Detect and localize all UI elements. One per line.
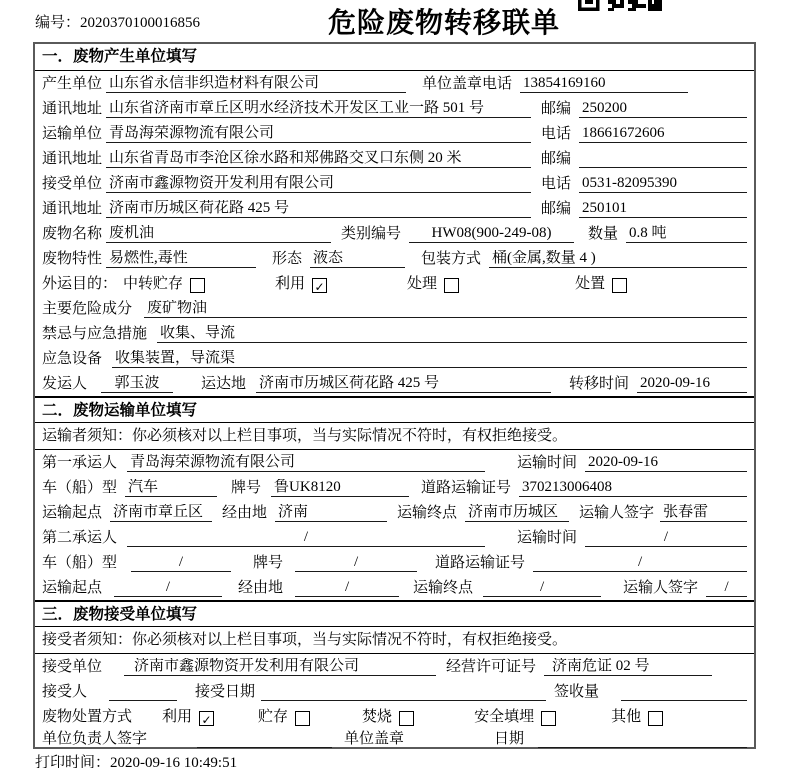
date-label: 日期 bbox=[494, 731, 525, 747]
print-time-value: 2020-09-16 10:49:51 bbox=[110, 755, 238, 768]
hazard-row bbox=[35, 296, 754, 321]
plate-value: / bbox=[295, 554, 417, 572]
zip-value: 250101 bbox=[579, 200, 747, 218]
transporter-label: 运输单位 bbox=[42, 126, 103, 142]
vehicle-row-1 bbox=[35, 475, 754, 500]
serial-label: 编号： bbox=[35, 15, 81, 31]
zip-label: 邮编 bbox=[540, 101, 571, 117]
receiver-value: 济南市鑫源物资开发利用有限公司 bbox=[106, 175, 531, 193]
qty-label: 数量 bbox=[588, 226, 619, 242]
route-row-1 bbox=[35, 500, 754, 525]
phone-label: 电话 bbox=[482, 76, 513, 92]
route-row-2 bbox=[35, 575, 754, 600]
checkbox-icon bbox=[295, 711, 310, 726]
purpose-option-label: 利用 bbox=[275, 276, 306, 292]
license-label: 经营许可证号 bbox=[446, 659, 537, 675]
address-label: 通讯地址 bbox=[42, 201, 103, 217]
terminal-value: / bbox=[483, 579, 601, 597]
hazard-label: 主要危险成分 bbox=[42, 301, 133, 317]
plate-label: 牌号 bbox=[253, 555, 284, 571]
destination-value: 济南市历城区荷花路 425 号 bbox=[256, 375, 551, 393]
disposal-label: 废物处置方式 bbox=[42, 709, 133, 725]
pack-label: 包装方式 bbox=[421, 251, 482, 267]
vehicle-type-value: 汽车 bbox=[125, 479, 217, 497]
hazard-value: 废矿物油 bbox=[144, 300, 747, 318]
address-value: 山东省青岛市李沧区徐水路和郑佛路交叉口东侧 20 米 bbox=[106, 150, 531, 168]
checkbox-checked-icon: ✓ bbox=[199, 711, 214, 726]
transfer-time-label: 转移时间 bbox=[569, 376, 630, 392]
second-carrier-row bbox=[35, 525, 754, 550]
responsible-sign-value bbox=[197, 730, 332, 748]
carrier-value: / bbox=[127, 529, 485, 547]
transporter-row bbox=[35, 121, 754, 146]
carrier-label: 第二承运人 bbox=[42, 530, 118, 546]
phone-value: 18661672606 bbox=[579, 125, 747, 143]
serial-line bbox=[35, 11, 200, 32]
checkbox-checked-icon: ✓ bbox=[312, 278, 327, 293]
waste-name-row bbox=[35, 221, 754, 246]
plate-label: 牌号 bbox=[231, 480, 262, 496]
checkbox-icon bbox=[444, 278, 459, 293]
disposal-option-label: 安全填埋 bbox=[474, 709, 535, 725]
accept-unit-label: 接受单位 bbox=[42, 659, 103, 675]
section-1-heading: 一．废物产生单位填写 bbox=[35, 44, 754, 71]
terminal-value: 济南市历城区 bbox=[465, 504, 569, 522]
section-2-notice: 运输者须知：你必须核对以上栏目事项，当与实际情况不符时，有权拒绝接受。 bbox=[35, 423, 754, 450]
carrier-sign-value: / bbox=[706, 579, 747, 597]
equipment-value: 收集装置，导流渠 bbox=[112, 350, 747, 368]
checkbox-icon bbox=[399, 711, 414, 726]
phone-label: 电话 bbox=[540, 176, 571, 192]
dispatch-row bbox=[35, 371, 754, 396]
emergency-measures-row bbox=[35, 321, 754, 346]
acceptor-row bbox=[35, 679, 754, 704]
waste-name-label: 废物名称 bbox=[42, 226, 103, 242]
form-label: 形态 bbox=[272, 251, 303, 267]
checkbox-icon bbox=[648, 711, 663, 726]
zip-value bbox=[579, 150, 747, 168]
dispatcher-label: 发运人 bbox=[42, 376, 88, 392]
purpose-option-label: 处置 bbox=[575, 276, 606, 292]
plate-value: 鲁UK8120 bbox=[271, 479, 409, 497]
measures-value: 收集、导流 bbox=[157, 325, 747, 343]
disposal-row bbox=[35, 704, 754, 729]
zip-label: 邮编 bbox=[540, 151, 571, 167]
transporter-address-row bbox=[35, 146, 754, 171]
terminal-label: 运输终点 bbox=[413, 580, 474, 596]
destination-label: 运达地 bbox=[201, 376, 247, 392]
purpose-label: 外运目的： bbox=[42, 276, 118, 292]
dispatcher-value: 郭玉波 bbox=[101, 375, 173, 393]
receiver-address-row bbox=[35, 196, 754, 221]
producer-label: 产生单位 bbox=[42, 76, 103, 92]
via-label: 经由地 bbox=[238, 580, 284, 596]
address-label: 通讯地址 bbox=[42, 151, 103, 167]
print-time-label: 打印时间： bbox=[35, 755, 111, 768]
phone-label: 电话 bbox=[540, 126, 571, 142]
stamp-label: 单位盖章 bbox=[422, 76, 483, 92]
origin-value: / bbox=[114, 579, 222, 597]
address-value: 济南市历城区荷花路 425 号 bbox=[106, 200, 531, 218]
date-value bbox=[538, 730, 747, 748]
responsible-sign-label: 单位负责人签字 bbox=[42, 731, 148, 747]
purpose-option-label: 处理 bbox=[407, 276, 438, 292]
vehicle-row-2 bbox=[35, 550, 754, 575]
character-value: 易燃性,毒性 bbox=[106, 250, 256, 268]
checkbox-icon bbox=[541, 711, 556, 726]
disposal-option-label: 其他 bbox=[611, 709, 642, 725]
via-value: 济南 bbox=[275, 504, 387, 522]
producer-value: 山东省永信非织造材料有限公司 bbox=[106, 75, 406, 93]
zip-label: 邮编 bbox=[540, 201, 571, 217]
transfer-time-value: 2020-09-16 bbox=[637, 375, 747, 393]
receiver-row bbox=[35, 171, 754, 196]
section-3-heading: 三．废物接受单位填写 bbox=[35, 600, 754, 627]
vehicle-type-label: 车（船）型 bbox=[42, 480, 118, 496]
disposal-option-label: 贮存 bbox=[258, 709, 289, 725]
equipment-label: 应急设备 bbox=[42, 351, 103, 367]
code-label: 类别编号 bbox=[341, 226, 402, 242]
accept-date-label: 接受日期 bbox=[195, 684, 256, 700]
carrier-sign-label: 运输人签字 bbox=[623, 580, 699, 596]
transport-time-value: / bbox=[585, 529, 747, 547]
unit-stamp-label: 单位盖章 bbox=[344, 731, 405, 747]
via-value: / bbox=[295, 579, 399, 597]
origin-value: 济南市章丘区 bbox=[110, 504, 212, 522]
acceptor-label: 接受人 bbox=[42, 684, 88, 700]
checkbox-icon bbox=[612, 278, 627, 293]
accept-unit-value: 济南市鑫源物资开发利用有限公司 bbox=[124, 658, 436, 676]
waste-name-value: 废机油 bbox=[106, 225, 331, 243]
origin-label: 运输起点 bbox=[42, 505, 103, 521]
emergency-equipment-row bbox=[35, 346, 754, 371]
character-label: 废物特性 bbox=[42, 251, 103, 267]
address-value: 山东省济南市章丘区明水经济技术开发区工业一路 501 号 bbox=[106, 100, 531, 118]
license-value: 济南危证 02 号 bbox=[544, 658, 712, 676]
qr-code-fragment bbox=[578, 0, 662, 11]
address-label: 通讯地址 bbox=[42, 101, 103, 117]
disposal-option-label: 焚烧 bbox=[362, 709, 393, 725]
permit-value: 370213006408 bbox=[519, 479, 747, 497]
permit-label: 道路运输证号 bbox=[435, 555, 526, 571]
section-3-notice: 接受者须知：你必须核对以上栏目事项，当与实际情况不符时，有权拒绝接受。 bbox=[35, 627, 754, 654]
checkbox-icon bbox=[190, 278, 205, 293]
page-title: 危险废物转移联单 bbox=[328, 8, 561, 39]
transport-time-label: 运输时间 bbox=[516, 530, 577, 546]
purpose-option-label: 中转贮存 bbox=[123, 276, 184, 292]
code-value: HW08(900-249-08) bbox=[409, 225, 574, 243]
receiver-label: 接受单位 bbox=[42, 176, 103, 192]
manifest-table bbox=[33, 42, 756, 749]
terminal-label: 运输终点 bbox=[397, 505, 458, 521]
carrier-sign-value: 张春雷 bbox=[660, 504, 747, 522]
carrier-sign-label: 运输人签字 bbox=[579, 505, 655, 521]
via-label: 经由地 bbox=[222, 505, 268, 521]
accept-unit-row bbox=[35, 654, 754, 679]
accept-date-value bbox=[261, 683, 546, 701]
print-time-line bbox=[35, 751, 237, 768]
transport-time-value: 2020-09-16 bbox=[585, 454, 747, 472]
first-carrier-row bbox=[35, 450, 754, 475]
origin-label: 运输起点 bbox=[42, 580, 103, 596]
transporter-value: 青岛海荣源物流有限公司 bbox=[106, 125, 531, 143]
receipt-qty-value bbox=[621, 683, 747, 701]
serial-number: 2020370100016856 bbox=[80, 15, 201, 31]
section-2-heading: 二．废物运输单位填写 bbox=[35, 396, 754, 423]
phone-value: 0531-82095390 bbox=[579, 175, 747, 193]
signature-row bbox=[35, 729, 754, 751]
permit-label: 道路运输证号 bbox=[421, 480, 512, 496]
qty-value: 0.8 吨 bbox=[626, 225, 747, 243]
producer-address-row bbox=[35, 96, 754, 121]
receipt-qty-label: 签收量 bbox=[554, 684, 600, 700]
acceptor-value bbox=[109, 683, 177, 701]
phone-value: 13854169160 bbox=[520, 75, 688, 93]
disposal-option-label: 利用 bbox=[162, 709, 193, 725]
form-value: 液态 bbox=[310, 250, 405, 268]
carrier-label: 第一承运人 bbox=[42, 455, 118, 471]
measures-label: 禁忌与应急措施 bbox=[42, 326, 148, 342]
waste-character-row bbox=[35, 246, 754, 271]
carrier-value: 青岛海荣源物流有限公司 bbox=[127, 454, 485, 472]
pack-value: 桶(金属,数量 4 ) bbox=[489, 250, 747, 268]
vehicle-type-label: 车（船）型 bbox=[42, 555, 118, 571]
zip-value: 250200 bbox=[579, 100, 747, 118]
transport-time-label: 运输时间 bbox=[516, 455, 577, 471]
permit-value: / bbox=[533, 554, 747, 572]
purpose-row bbox=[35, 271, 754, 296]
producer-row bbox=[35, 71, 754, 96]
vehicle-type-value: / bbox=[131, 554, 231, 572]
